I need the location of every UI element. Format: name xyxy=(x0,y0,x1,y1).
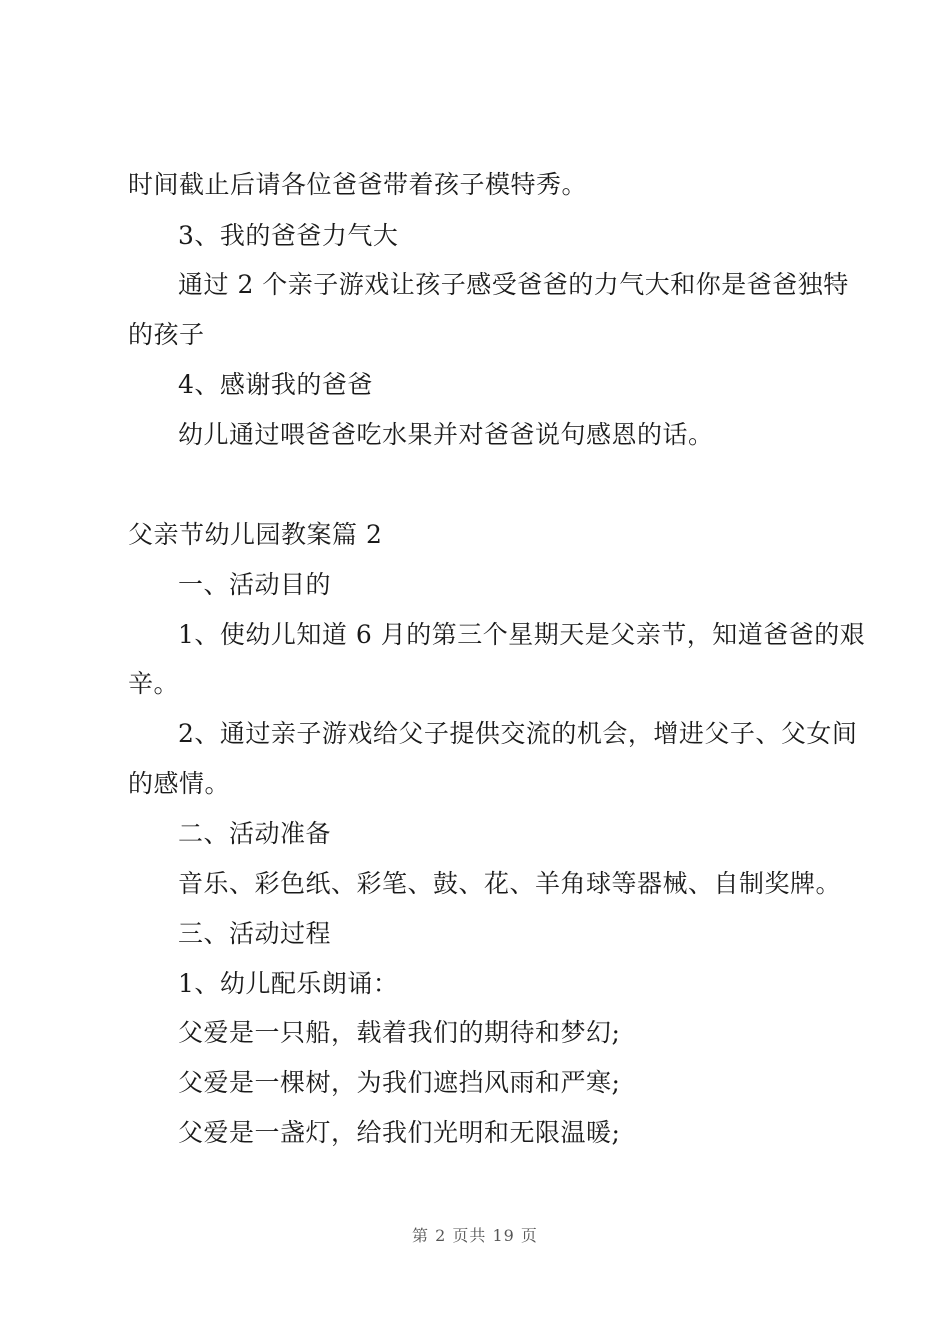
paragraph-line: 的感情。 xyxy=(128,769,231,798)
page-number-footer: 第 2 页共 19 页 xyxy=(412,1226,538,1245)
paragraph-line: 通过 2 个亲子游戏让孩子感受爸爸的力气大和你是爸爸独特 xyxy=(178,270,849,299)
article-title: 父亲节幼儿园教案篇 2 xyxy=(128,520,383,549)
paragraph-line: 1、幼儿配乐朗诵： xyxy=(178,969,399,998)
paragraph-line: 幼儿通过喂爸爸吃水果并对爸爸说句感恩的话。 xyxy=(178,420,714,449)
section-heading: 3、我的爸爸力气大 xyxy=(178,221,399,250)
paragraph-line: 时间截止后请各位爸爸带着孩子模特秀。 xyxy=(128,170,588,199)
section-heading: 三、活动过程 xyxy=(178,919,332,948)
section-heading: 二、活动准备 xyxy=(178,819,332,848)
paragraph-line: 的孩子 xyxy=(128,320,205,349)
paragraph-line: 辛。 xyxy=(128,669,180,698)
paragraph-line: 2、通过亲子游戏给父子提供交流的机会，增进父子、父女间 xyxy=(178,719,858,748)
poem-line: 父爱是一盏灯，给我们光明和无限温暖; xyxy=(178,1118,621,1147)
poem-line: 父爱是一棵树，为我们遮挡风雨和严寒; xyxy=(178,1068,621,1097)
section-heading: 4、感谢我的爸爸 xyxy=(178,370,373,399)
section-heading: 一、活动目的 xyxy=(178,570,332,599)
paragraph-line: 音乐、彩色纸、彩笔、鼓、花、羊角球等器械、自制奖牌。 xyxy=(178,869,842,898)
poem-line: 父爱是一只船，载着我们的期待和梦幻; xyxy=(178,1018,621,1047)
paragraph-line: 1、使幼儿知道 6 月的第三个星期天是父亲节，知道爸爸的艰 xyxy=(178,620,866,649)
